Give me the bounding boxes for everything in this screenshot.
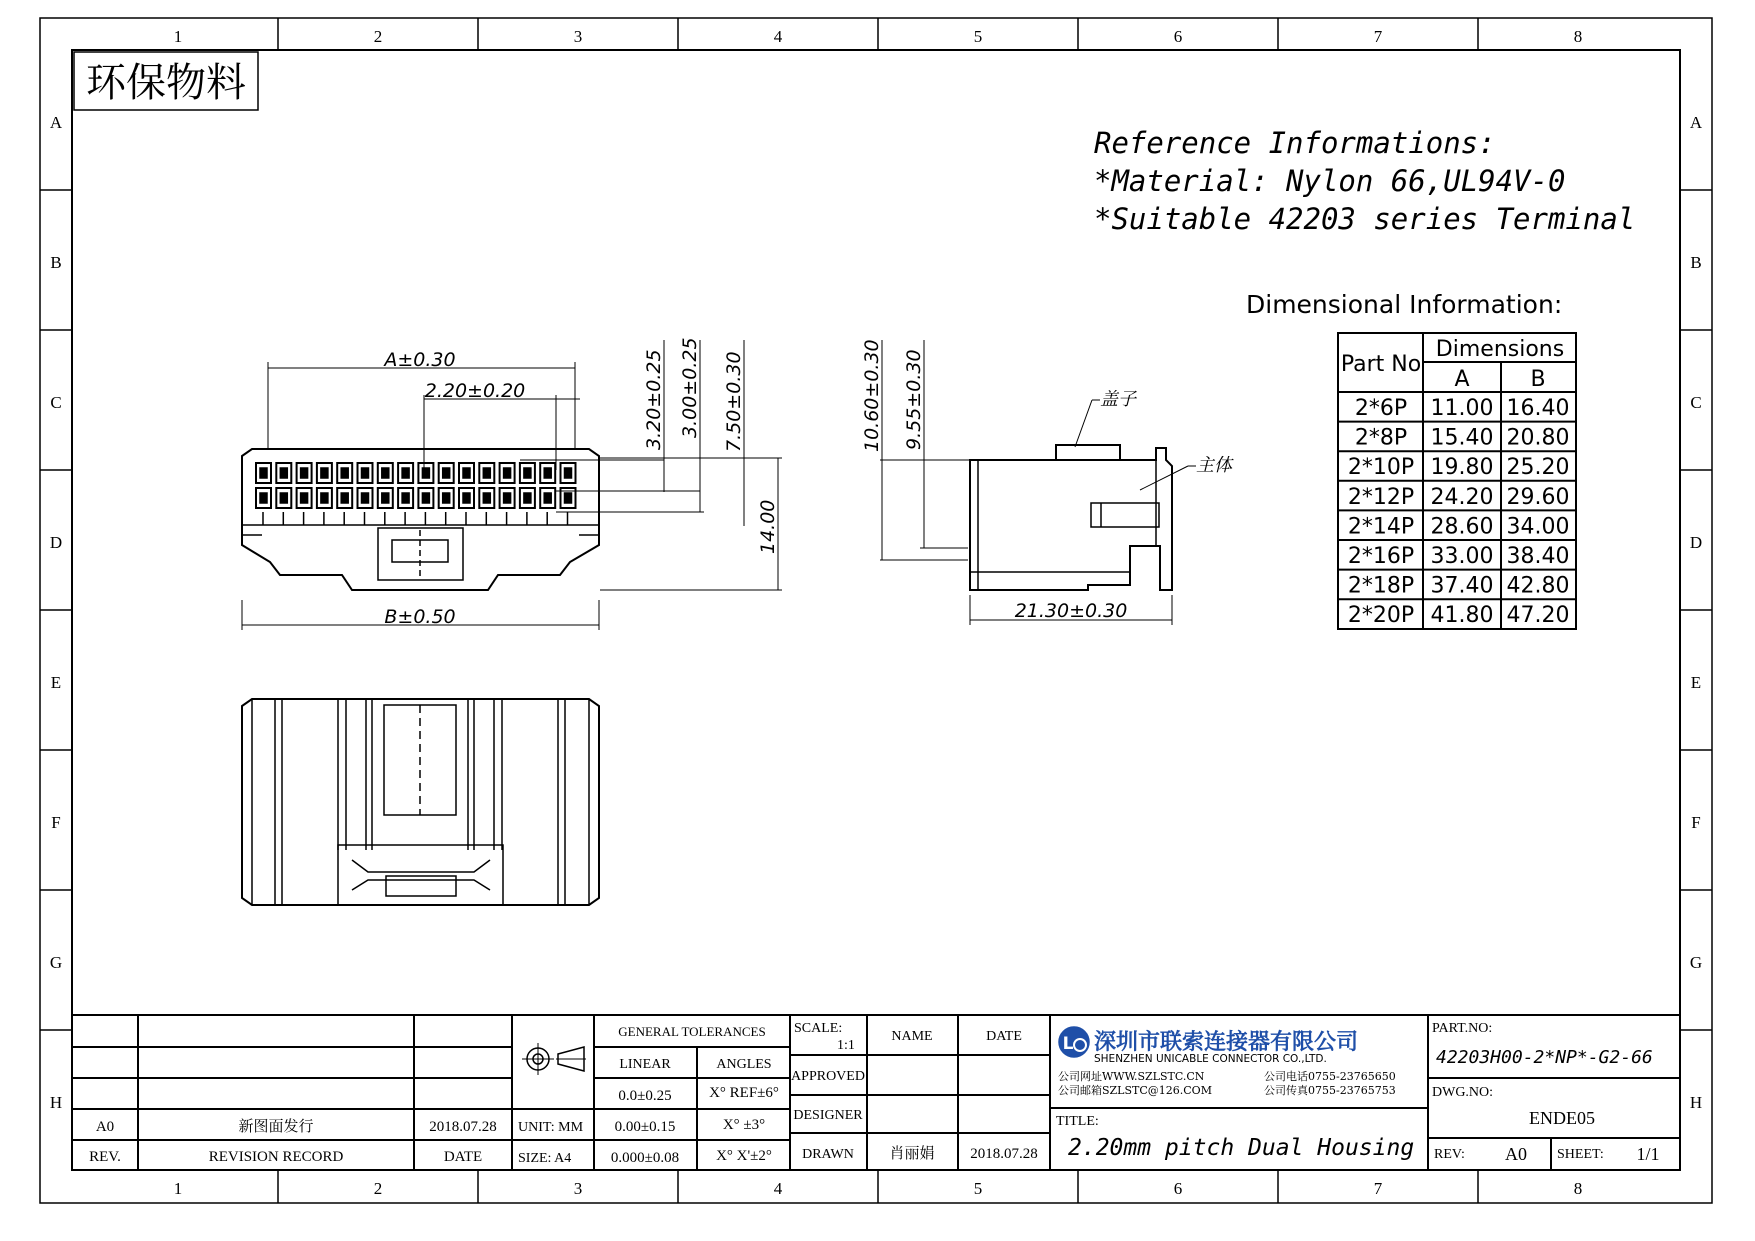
dim-row-a: 33.00 bbox=[1430, 544, 1494, 569]
dim-955-label: 9.55±0.30 bbox=[903, 349, 925, 450]
dim-a-label: A±0.30 bbox=[384, 349, 456, 371]
pin-contact bbox=[260, 468, 267, 478]
reference-title: Reference Informations: bbox=[1094, 126, 1496, 160]
date-header-2: DATE bbox=[986, 1029, 1022, 1044]
tol3-angle: X° X'±2° bbox=[716, 1148, 772, 1164]
company-logo-icon bbox=[1059, 1027, 1089, 1057]
linear-header: LINEAR bbox=[619, 1057, 671, 1072]
dim-row-part: 2*10P bbox=[1347, 455, 1415, 481]
dim-row-a: 41.80 bbox=[1430, 603, 1494, 629]
row-label-h-right: H bbox=[1689, 1093, 1703, 1112]
pin-contact bbox=[402, 468, 409, 478]
col-label-3: 3 bbox=[573, 27, 583, 46]
dwg-no-label: DWG.NO: bbox=[1432, 1085, 1494, 1100]
designer-label: DESIGNER bbox=[793, 1108, 863, 1123]
row-label-f: F bbox=[51, 813, 61, 832]
rev-label: REV: bbox=[1434, 1147, 1465, 1162]
col-label-2-bottom: 2 bbox=[373, 1179, 383, 1198]
dim-320-label: 3.20±0.25 bbox=[643, 349, 665, 450]
tol2-angle: X° ±3° bbox=[722, 1117, 766, 1133]
front-pin-cavities bbox=[256, 463, 576, 525]
pin-contact bbox=[524, 468, 531, 478]
rev-value: A0 bbox=[95, 1119, 115, 1135]
side-dimensions bbox=[880, 340, 1196, 625]
dim-b-label: B±0.50 bbox=[384, 606, 456, 628]
pin-contact bbox=[341, 468, 348, 478]
col-label-1: 1 bbox=[173, 27, 183, 46]
pin-contact bbox=[422, 493, 429, 503]
dim-1400-label: 14.00 bbox=[757, 499, 779, 554]
revision-record-header: REVISION RECORD bbox=[208, 1149, 344, 1165]
pin-contact bbox=[483, 468, 490, 478]
dim-300-label: 3.00±0.25 bbox=[679, 337, 701, 438]
dim-row-b: 25.20 bbox=[1506, 455, 1570, 481]
revision-date: 2018.07.28 bbox=[429, 1119, 497, 1135]
dim-rows bbox=[1348, 396, 1570, 628]
pin-contact bbox=[483, 493, 490, 503]
size-label: SIZE: A4 bbox=[518, 1151, 572, 1166]
dim-header-part: Part No bbox=[1340, 352, 1422, 377]
row-label-b-right: B bbox=[1690, 253, 1702, 272]
pin-contact bbox=[362, 493, 369, 503]
company-name-en: SHENZHEN UNICABLE CONNECTOR CO.,LTD. bbox=[1094, 1053, 1327, 1065]
dim-row-b: 34.00 bbox=[1506, 514, 1570, 540]
dim-row-a: 37.40 bbox=[1430, 573, 1494, 599]
pin-contact bbox=[260, 493, 267, 503]
part-no-value: 42203H00-2*NP*-G2-66 bbox=[1436, 1047, 1653, 1068]
date-header: DATE bbox=[443, 1149, 483, 1165]
pin-contact bbox=[321, 468, 328, 478]
rev-header: REV. bbox=[89, 1149, 121, 1165]
col-label-6: 6 bbox=[1173, 27, 1183, 46]
reference-material: *Material: Nylon 66,UL94V-0 bbox=[1094, 164, 1566, 198]
dim-row-part: 2*16P bbox=[1347, 544, 1415, 569]
angles-header: ANGLES bbox=[716, 1057, 772, 1072]
reference-terminal: *Suitable 42203 series Terminal bbox=[1094, 202, 1636, 236]
pin-contact bbox=[301, 468, 308, 478]
pin-contact bbox=[362, 468, 369, 478]
dim-header-a: A bbox=[1454, 367, 1470, 392]
name-header: NAME bbox=[891, 1029, 933, 1044]
pin-contact bbox=[504, 493, 511, 503]
col-label-4: 4 bbox=[773, 27, 783, 46]
part-no-label: PART.NO: bbox=[1432, 1021, 1493, 1036]
dim-row-a: 28.60 bbox=[1430, 514, 1494, 540]
row-label-f-right: F bbox=[1691, 813, 1701, 832]
tol1-linear: 0.0±0.25 bbox=[618, 1088, 672, 1104]
row-label-d: D bbox=[49, 533, 63, 552]
dim-row-b: 29.60 bbox=[1506, 484, 1570, 510]
company-web: 公司网址WWW.SZLSTC.CN bbox=[1058, 1070, 1205, 1083]
row-label-a: A bbox=[49, 113, 63, 132]
col-label-8-bottom: 8 bbox=[1573, 1179, 1583, 1198]
pin-contact bbox=[443, 493, 450, 503]
dim-pitch-label: 2.20±0.20 bbox=[424, 380, 526, 402]
row-label-d-right: D bbox=[1689, 533, 1703, 552]
pin-contact bbox=[321, 493, 328, 503]
dim-2130-label: 21.30±0.30 bbox=[1014, 600, 1128, 622]
rev-value-2: A0 bbox=[1505, 1144, 1527, 1164]
row-label-e-right: E bbox=[1690, 673, 1702, 692]
dim-row-b: 47.20 bbox=[1506, 603, 1570, 629]
row-label-c: C bbox=[50, 393, 62, 412]
col-label-7-bottom: 7 bbox=[1373, 1179, 1383, 1198]
dim-row-part: 2*18P bbox=[1347, 573, 1415, 599]
dim-row-part: 2*20P bbox=[1347, 603, 1415, 629]
label-cover: 盖子 bbox=[1100, 389, 1136, 410]
col-label-7: 7 bbox=[1373, 27, 1383, 46]
company-email: 公司邮箱SZLSTC@126.COM bbox=[1058, 1084, 1212, 1097]
pin-contact bbox=[463, 493, 470, 503]
row-label-a-right: A bbox=[1689, 113, 1703, 132]
dim-row-a: 19.80 bbox=[1430, 455, 1494, 481]
scale-label: SCALE: bbox=[794, 1021, 843, 1036]
dim-header-b: B bbox=[1530, 367, 1546, 392]
col-label-2: 2 bbox=[373, 27, 383, 46]
pin-contact bbox=[544, 468, 551, 478]
svg-text:L: L bbox=[1062, 1034, 1074, 1054]
col-label-3-bottom: 3 bbox=[573, 1179, 583, 1198]
drawn-label: DRAWN bbox=[802, 1147, 854, 1162]
pin-contact bbox=[280, 468, 287, 478]
pin-contact bbox=[382, 468, 389, 478]
pin-contact bbox=[524, 493, 531, 503]
general-tolerances: GENERAL TOLERANCES bbox=[618, 1024, 766, 1039]
col-label-5: 5 bbox=[973, 27, 983, 46]
row-label-e: E bbox=[50, 673, 62, 692]
row-label-g: G bbox=[49, 953, 63, 972]
approved-label: APPROVED bbox=[791, 1069, 865, 1084]
drawn-name: 肖丽娟 bbox=[889, 1144, 935, 1162]
pin-contact bbox=[463, 468, 470, 478]
pin-contact bbox=[382, 493, 389, 503]
pin-contact bbox=[422, 468, 429, 478]
row-label-g-right: G bbox=[1689, 953, 1703, 972]
dim-row-b: 42.80 bbox=[1506, 573, 1570, 599]
dim-row-b: 20.80 bbox=[1506, 425, 1570, 451]
dim-row-b: 38.40 bbox=[1506, 544, 1570, 569]
pin-contact bbox=[341, 493, 348, 503]
col-label-5-bottom: 5 bbox=[973, 1179, 983, 1198]
dim-row-a: 24.20 bbox=[1430, 484, 1494, 510]
side-view bbox=[970, 445, 1172, 590]
bottom-view bbox=[242, 699, 599, 905]
label-body: 主体 bbox=[1196, 455, 1232, 476]
dim-row-part: 2*14P bbox=[1347, 514, 1415, 540]
tol3-linear: 0.000±0.08 bbox=[610, 1150, 680, 1166]
scale-value: 1:1 bbox=[837, 1038, 855, 1053]
company-name-cn: 深圳市联索连接器有限公司 bbox=[1094, 1030, 1359, 1055]
row-label-h: H bbox=[49, 1093, 63, 1112]
dim-row-part: 2*6P bbox=[1354, 396, 1408, 421]
col-label-1-bottom: 1 bbox=[173, 1179, 183, 1198]
pin-contact bbox=[565, 468, 572, 478]
title-value: 2.20mm pitch Dual Housing bbox=[1068, 1135, 1415, 1161]
pin-contact bbox=[280, 493, 287, 503]
projection-symbol-icon bbox=[522, 1043, 586, 1075]
sheet-value: 1/1 bbox=[1636, 1144, 1660, 1164]
dim-header-dims: Dimensions bbox=[1435, 337, 1565, 362]
tol2-linear: 0.00±0.15 bbox=[614, 1119, 676, 1135]
dim-row-a: 11.00 bbox=[1430, 396, 1494, 421]
dwg-no-value: ENDE05 bbox=[1529, 1108, 1595, 1128]
col-label-4-bottom: 4 bbox=[773, 1179, 783, 1198]
dim-info-title: Dimensional Information: bbox=[1246, 290, 1563, 319]
pin-contact bbox=[565, 493, 572, 503]
company-fax: 公司传真0755-23765753 bbox=[1264, 1084, 1396, 1097]
col-label-8: 8 bbox=[1573, 27, 1583, 46]
row-label-c-right: C bbox=[1690, 393, 1702, 412]
col-label-6-bottom: 6 bbox=[1173, 1179, 1183, 1198]
dim-1060-label: 10.60±0.30 bbox=[861, 339, 883, 452]
row-label-b: B bbox=[50, 253, 62, 272]
eco-label: 环保物料 bbox=[86, 60, 246, 106]
pin-contact bbox=[544, 493, 551, 503]
pin-contact bbox=[443, 468, 450, 478]
title-label: TITLE: bbox=[1056, 1114, 1099, 1129]
dim-row-part: 2*8P bbox=[1354, 425, 1408, 451]
pin-contact bbox=[301, 493, 308, 503]
revision-text: 新图面发行 bbox=[238, 1117, 314, 1135]
unit-label: UNIT: MM bbox=[518, 1120, 584, 1135]
drawn-date: 2018.07.28 bbox=[970, 1146, 1038, 1162]
dim-750-label: 7.50±0.30 bbox=[723, 351, 745, 452]
dim-row-part: 2*12P bbox=[1347, 484, 1415, 510]
dim-row-a: 15.40 bbox=[1430, 425, 1494, 451]
pin-contact bbox=[504, 468, 511, 478]
front-view bbox=[242, 449, 599, 590]
pin-contact bbox=[402, 493, 409, 503]
tol1-angle: X° REF±6° bbox=[709, 1085, 779, 1101]
company-phone: 公司电话0755-23765650 bbox=[1264, 1070, 1396, 1083]
sheet-label: SHEET: bbox=[1557, 1147, 1604, 1162]
dim-row-b: 16.40 bbox=[1506, 396, 1570, 421]
